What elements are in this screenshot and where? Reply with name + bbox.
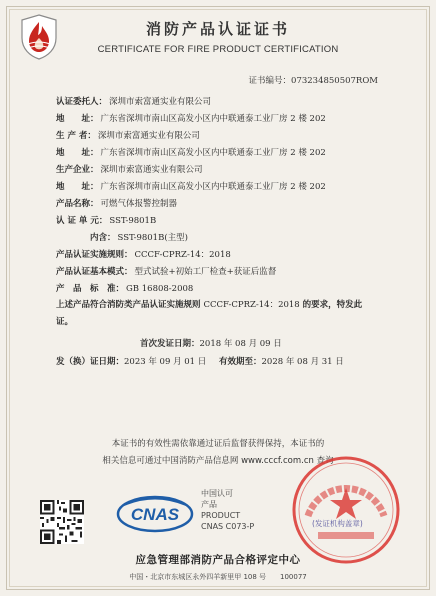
accred-line-3: PRODUCT <box>201 511 241 520</box>
standard-label: 产 品 标 准： <box>56 284 125 294</box>
cnas-logo-icon <box>116 494 194 534</box>
product-row <box>56 197 177 209</box>
factory-row <box>56 163 203 175</box>
certificate-title-en: CERTIFICATE FOR FIRE PRODUCT CERTIFICATION <box>97 44 339 55</box>
accred-line-4: CNAS C073-P <box>201 522 255 531</box>
rule-label: 产品认证实施规则： <box>56 250 133 260</box>
client-row <box>56 95 211 107</box>
producer-value: 深圳市索富通实业有限公司 <box>97 131 200 141</box>
unit-row <box>56 214 156 226</box>
reissue-label: 发（换）证日期： <box>56 357 125 367</box>
first-issue-label: 首次发证日期： <box>140 339 200 349</box>
statement-part1: 上述产品符合消防类产品认证实施规则 <box>56 300 204 310</box>
standard-row <box>56 282 193 294</box>
client-address-label: 地 址： <box>56 114 99 124</box>
statement-code: CCCF-CPRZ-14：2018 <box>203 300 300 310</box>
rule-row <box>56 248 231 260</box>
first-issue-value: 2018 年 08 月 09 日 <box>199 339 282 349</box>
contains-label: 内含： <box>90 233 116 243</box>
certificate-number-label: 证书编号： <box>248 76 292 86</box>
producer-row <box>56 129 200 141</box>
factory-label: 生产企业： <box>56 165 99 175</box>
contains-row <box>90 231 188 243</box>
factory-address-row <box>56 180 326 192</box>
official-seal-icon <box>290 454 402 566</box>
organization-address: 中国・北京市东城区永外四羊新里甲 108 号 100077 <box>129 573 307 581</box>
product-value: 可燃气体报警控制器 <box>100 199 178 209</box>
producer-label: 生 产 者： <box>56 131 96 141</box>
factory-value: 深圳市索富通实业有限公司 <box>100 165 203 175</box>
producer-address-label: 地 址： <box>56 148 99 158</box>
conformity-statement <box>56 297 378 331</box>
valid-until-value: 2028 年 08 月 31 日 <box>261 357 344 367</box>
client-value: 深圳市索富通实业有限公司 <box>109 97 212 107</box>
contains-value: SST-9801B(主型) <box>117 233 188 243</box>
certificate-title-cn: 消防产品认证证书 <box>145 21 290 38</box>
seal-note: (发证机构盖章) <box>312 519 363 528</box>
qr-code-icon <box>40 500 84 544</box>
accred-line-2: 产品 <box>201 500 217 509</box>
notice-line-2: 相关信息可通过中国消防产品信息网 www.cccf.com.cn 查询 <box>102 456 334 466</box>
standard-value: GB 16808-2008 <box>126 284 194 294</box>
reissue-value: 2023 年 09 月 01 日 <box>124 357 207 367</box>
accreditation-text <box>201 488 254 532</box>
certificate-number <box>249 74 378 86</box>
mode-value: 型式试验+初始工厂检查+获证后监督 <box>134 267 277 277</box>
client-address-row <box>56 112 326 124</box>
valid-until-label: 有效期至： <box>219 357 262 367</box>
factory-address-value: 广东省深圳市南山区高发小区内中联通泰工业厂房 2 楼 202 <box>100 182 326 192</box>
client-label: 认证委托人： <box>56 97 108 107</box>
client-address-value: 广东省深圳市南山区高发小区内中联通泰工业厂房 2 楼 202 <box>100 114 326 124</box>
unit-value: SST-9801B <box>109 216 157 226</box>
issuing-organization: 应急管理部消防产品合格评定中心 <box>135 554 301 566</box>
cnas-logo-text: CNAS <box>130 505 180 524</box>
reissue-date-row <box>56 355 344 367</box>
statement-part2: 的要求，特发此证。 <box>56 300 363 327</box>
product-label: 产品名称： <box>56 199 99 209</box>
factory-address-label: 地 址： <box>56 182 99 192</box>
accred-line-1: 中国认可 <box>201 489 233 498</box>
mode-label: 产品认证基本模式： <box>56 267 133 277</box>
unit-label: 认 证 单 元： <box>56 216 108 226</box>
producer-address-value: 广东省深圳市南山区高发小区内中联通泰工业厂房 2 楼 202 <box>100 148 326 158</box>
mode-row <box>56 265 276 277</box>
rule-value: CCCF-CPRZ-14：2018 <box>134 250 231 260</box>
notice-line-1: 本证书的有效性需依靠通过证后监督获得保持，本证书的 <box>111 439 325 449</box>
first-issue-date-row <box>140 337 282 349</box>
producer-address-row <box>56 146 326 158</box>
certificate-number-value: 073234850507ROM <box>291 76 378 86</box>
